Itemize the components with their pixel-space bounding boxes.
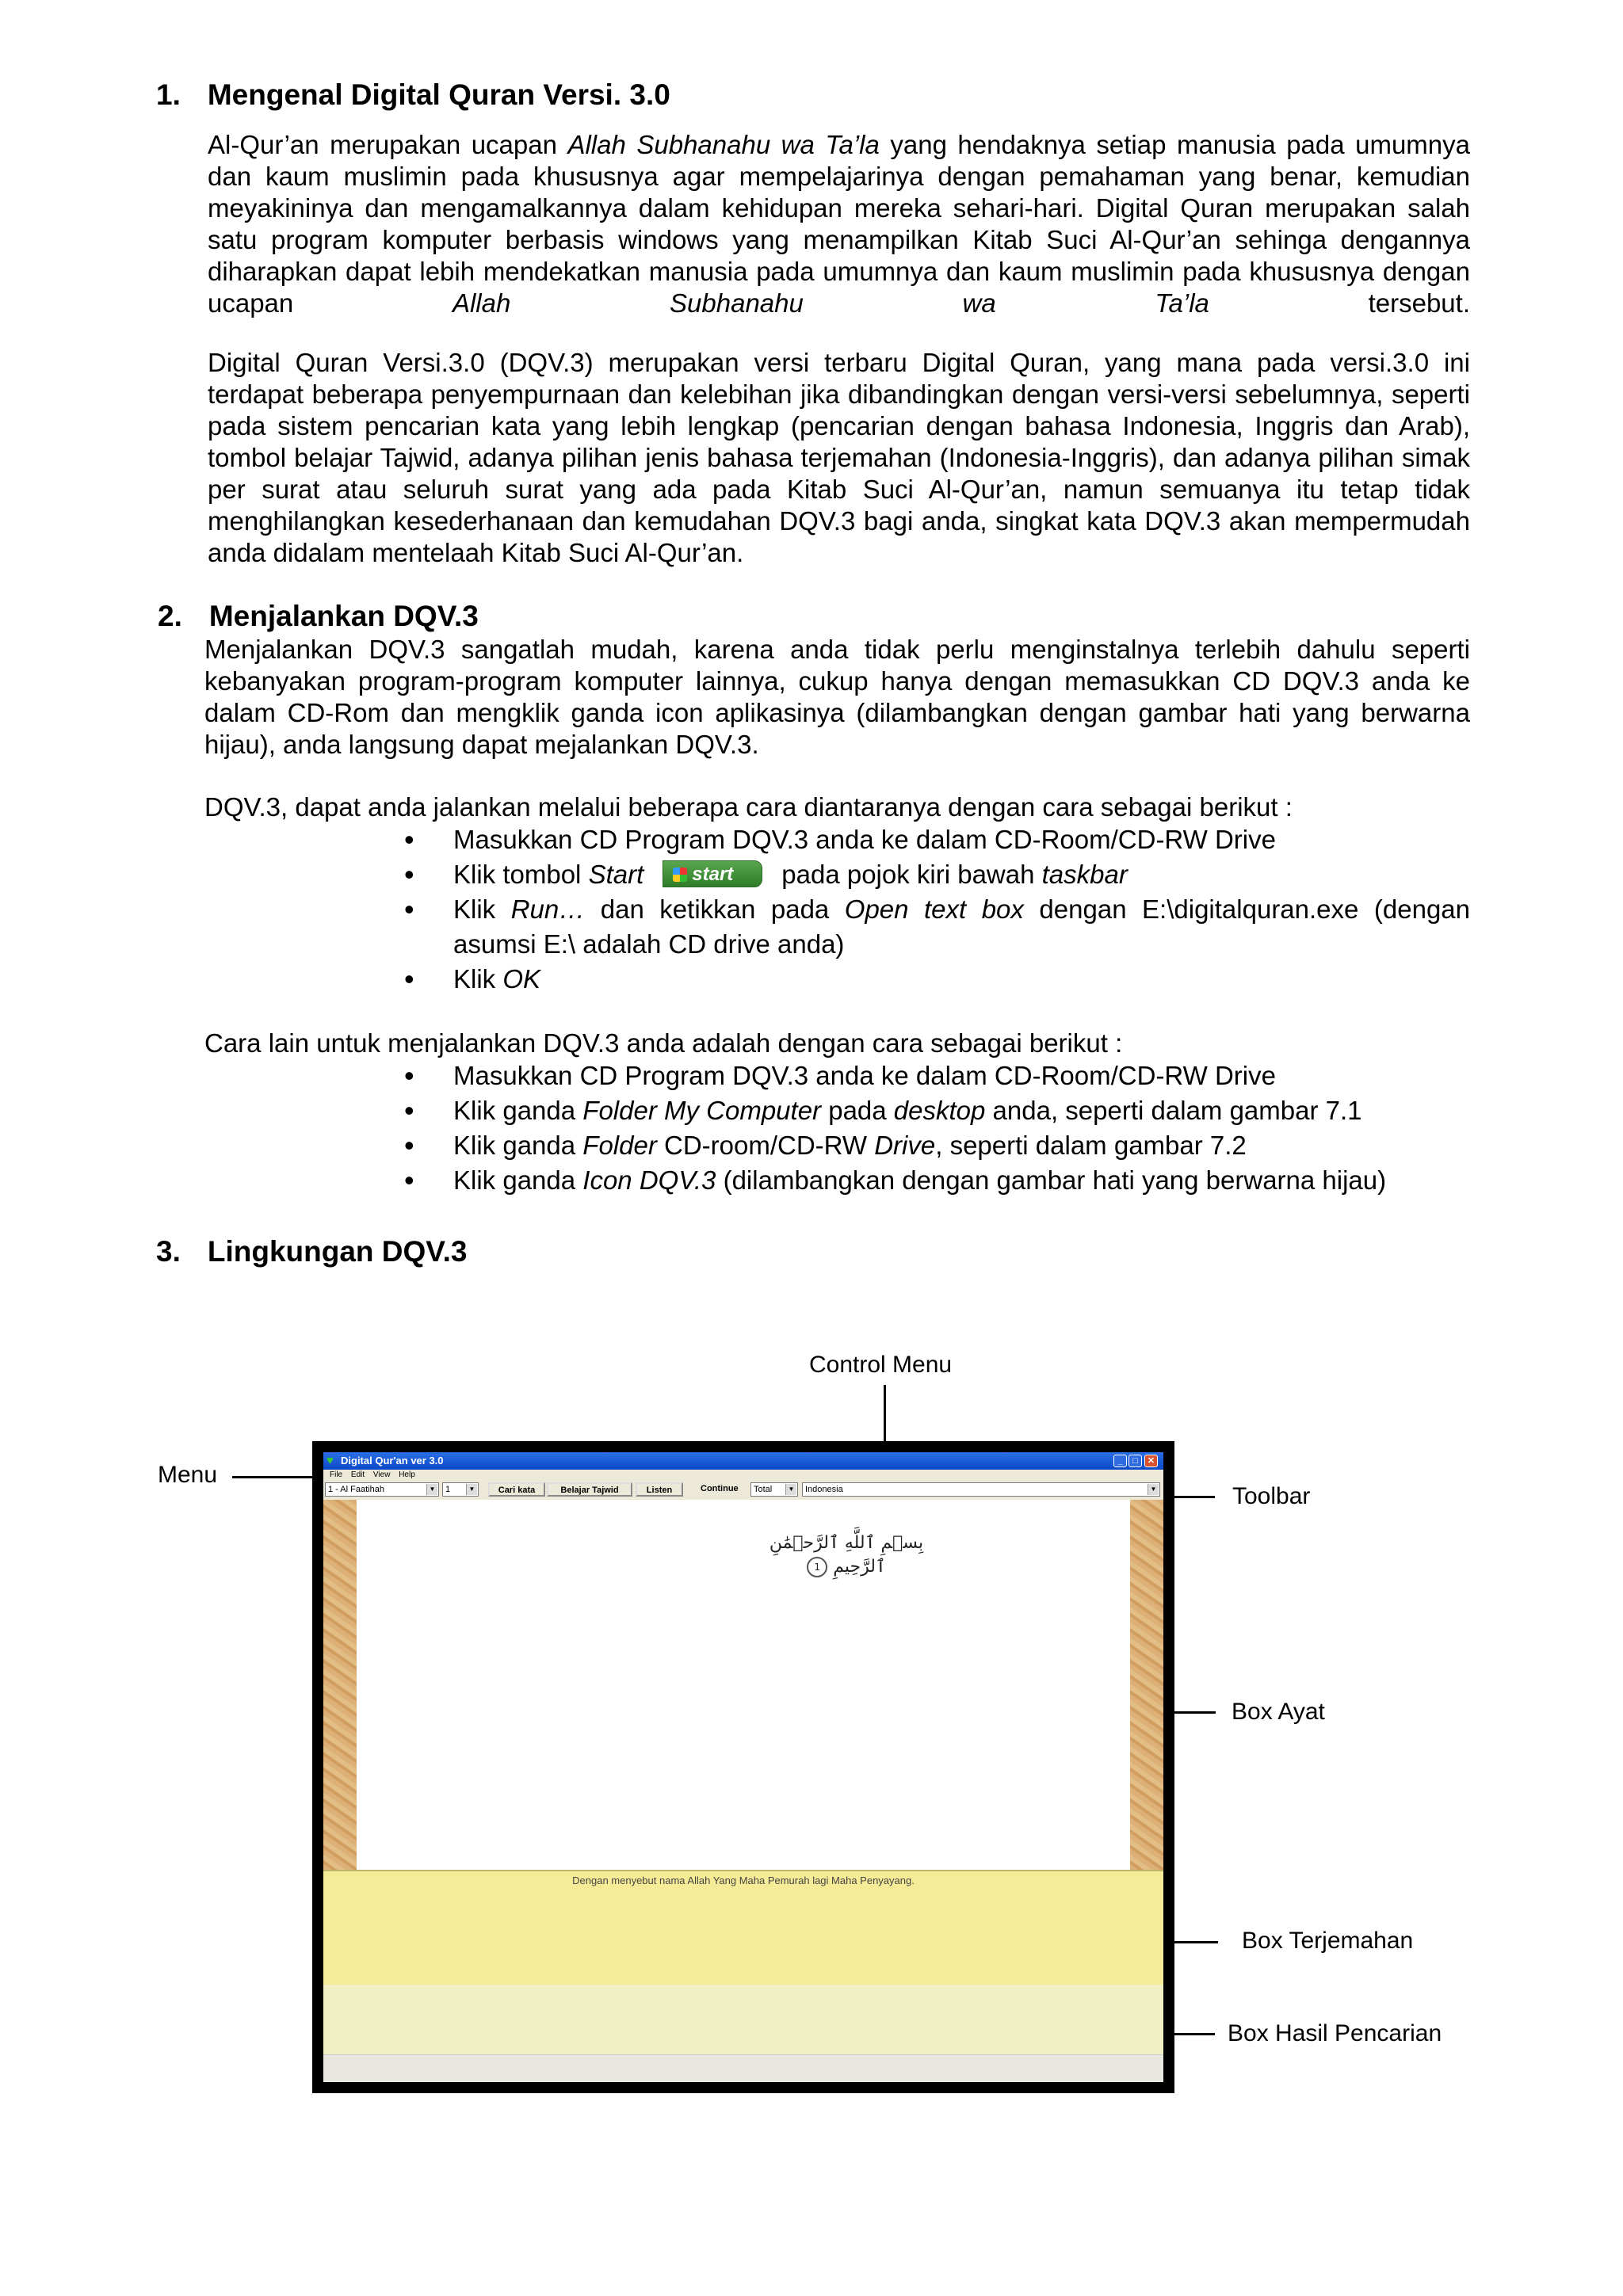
section-2-intro-2: Cara lain untuk menjalankan DQV.3 anda adalah dengan cara sebagai berikut : — [204, 1028, 1123, 1058]
label-control-menu: Control Menu — [809, 1352, 953, 1378]
menu-edit[interactable]: Edit — [350, 1470, 365, 1479]
section-2-heading: 2. Menjalankan DQV.3 — [158, 600, 479, 632]
list-item: • Klik tombol Start start pada pojok kiri bawah taskbar — [398, 857, 1470, 892]
start-button-image: start — [663, 860, 762, 887]
ayat-number-badge: 1 — [807, 1557, 827, 1577]
continue-label: Continue — [701, 1484, 739, 1493]
language-select[interactable]: Indonesia ▼ — [802, 1482, 1160, 1497]
section-1-paragraph-1: Al-Qur’an merupakan ucapan Allah Subhanahu wa Ta’la yang hendaknya setiap manusia pada umumnya dan kaum muslimin pada khususnya agar mempelajarinya dengan pemahaman yang benar, kemudian meyakininya dan mengamalkannya dalam kehidupan mereka sehari-hari. Digital Quran merupakan salah satu program komputer berbasis windows yang menampilkan Kitab Suci Al-Qur’an sehinga dengannya diharapkan dapat lebih mendekatkan manusia pada umumnya dan kaum muslimin pada khususnya dengan ucapan Allah Subhanahu wa Ta’la tersebut. — [208, 130, 1470, 318]
label-box-terjemahan: Box Terjemahan — [1242, 1928, 1414, 1954]
box-hasil-pencarian — [323, 1985, 1163, 2054]
maximize-button[interactable]: □ — [1128, 1455, 1142, 1467]
list-item: • Klik ganda Folder CD-room/CD-RW Drive, seperti dalam gambar 7.2 — [398, 1128, 1470, 1163]
belajar-tajwid-button[interactable]: Belajar Tajwid — [547, 1482, 632, 1497]
list-item: • Klik Run… dan ketikkan pada Open text box dengan E:\digitalquran.exe (dengan asumsi E:\ adalah CD drive anda) — [398, 892, 1470, 962]
alternate-steps-list — [398, 1058, 1470, 1198]
title-bar — [323, 1452, 1163, 1470]
cari-kata-button[interactable]: Cari kata — [488, 1482, 545, 1497]
status-bar — [323, 2054, 1163, 2082]
list-item: • Masukkan CD Program DQV.3 anda ke dalam CD-Room/CD-RW Drive — [398, 1058, 1470, 1093]
list-item: • Klik ganda Folder My Computer pada desktop anda, seperti dalam gambar 7.1 — [398, 1093, 1470, 1128]
section-2-intro-1: DQV.3, dapat anda jalankan melalui beberapa cara diantaranya dengan cara sebagai berikut : — [204, 792, 1293, 822]
ayat-select[interactable]: 1 ▼ — [442, 1482, 479, 1497]
menu-view[interactable]: View — [372, 1470, 391, 1479]
menu-file[interactable]: File — [330, 1470, 343, 1479]
windows-flag-icon — [673, 868, 687, 882]
label-menu: Menu — [158, 1462, 218, 1488]
chevron-down-icon: ▼ — [426, 1484, 437, 1495]
minimize-button[interactable]: _ — [1113, 1455, 1127, 1467]
list-item: • Masukkan CD Program DQV.3 anda ke dalam CD-Room/CD-RW Drive — [398, 822, 1470, 857]
chevron-down-icon: ▼ — [466, 1484, 477, 1495]
close-button[interactable]: ✕ — [1144, 1455, 1158, 1467]
list-item: • Klik OK — [398, 962, 1470, 997]
menu-bar — [323, 1470, 1163, 1481]
list-item: • Klik ganda Icon DQV.3 (dilambangkan dengan gambar hati yang berwarna hijau) — [398, 1163, 1470, 1198]
box-ayat — [323, 1500, 1163, 1870]
window-title: Digital Qur'an ver 3.0 — [341, 1455, 444, 1466]
green-heart-icon: ♥ — [327, 1454, 334, 1467]
chevron-down-icon: ▼ — [785, 1484, 796, 1495]
decorative-border-right — [1130, 1500, 1163, 1870]
label-box-ayat: Box Ayat — [1232, 1699, 1325, 1725]
run-steps-list — [398, 822, 1470, 997]
box-terjemahan — [323, 1870, 1163, 1985]
menu-help[interactable]: Help — [399, 1470, 415, 1479]
app-screenshot-frame — [312, 1441, 1174, 2093]
label-toolbar: Toolbar — [1232, 1483, 1311, 1509]
decorative-border-left — [323, 1500, 357, 1870]
ayat-text: بِسۡمِ ٱللَّهِ ٱلرَّحۡمَٰنِ ٱلرَّحِيمِ 1 — [769, 1533, 924, 1577]
section-2-paragraph: Menjalankan DQV.3 sangatlah mudah, karena anda tidak perlu menginstalnya terlebih dahulu seperti kebanyakan program-program komputer lainnya, cukup hanya dengan memasukkan CD DQV.3 anda ke dalam CD-Rom dan mengklik ganda icon aplikasinya (dilambangkan dengan gambar hati yang berwarna hijau), anda langsung dapat mejalankan DQV.3. — [204, 635, 1470, 759]
section-1-paragraph-2: Digital Quran Versi.3.0 (DQV.3) merupakan versi terbaru Digital Quran, yang mana pada versi.3.0 ini terdapat beberapa penyempurnaan dan kelebihan jika dibandingkan dengan versi-versi sebelumnya, seperti pada sistem pencarian kata yang lebih lengkap (pencarian dengan bahasa Indonesia, Inggris dan Arab), tombol belajar Tajwid, adanya pilihan jenis bahasa terjemahan (Indonesia-Inggris), dan adanya pilihan simak per surat atau seluruh surat yang ada pada Kitab Suci Al-Qur’an, namun semuanya itu tetap tidak menghilangkan kesederhanaan dan kemudahan DQV.3 bagi anda, singkat kata DQV.3 akan mempermudah anda didalam mentelaah Kitab Suci Al-Qur’an. — [208, 348, 1470, 567]
label-box-hasil-pencarian: Box Hasil Pencarian — [1228, 2020, 1442, 2046]
listen-button[interactable]: Listen — [636, 1482, 683, 1497]
translation-text: Dengan menyebut nama Allah Yang Maha Pemurah lagi Maha Penyayang. — [572, 1875, 915, 1886]
toolbar — [323, 1481, 1163, 1498]
total-select[interactable]: Total ▼ — [750, 1482, 798, 1497]
section-1-heading: 1. Mengenal Digital Quran Versi. 3.0 — [156, 78, 670, 111]
section-3-heading: 3. Lingkungan DQV.3 — [156, 1235, 468, 1268]
chevron-down-icon: ▼ — [1148, 1484, 1159, 1495]
surah-select[interactable]: 1 - Al Faatihah ▼ — [325, 1482, 439, 1497]
app-window — [323, 1452, 1163, 2082]
